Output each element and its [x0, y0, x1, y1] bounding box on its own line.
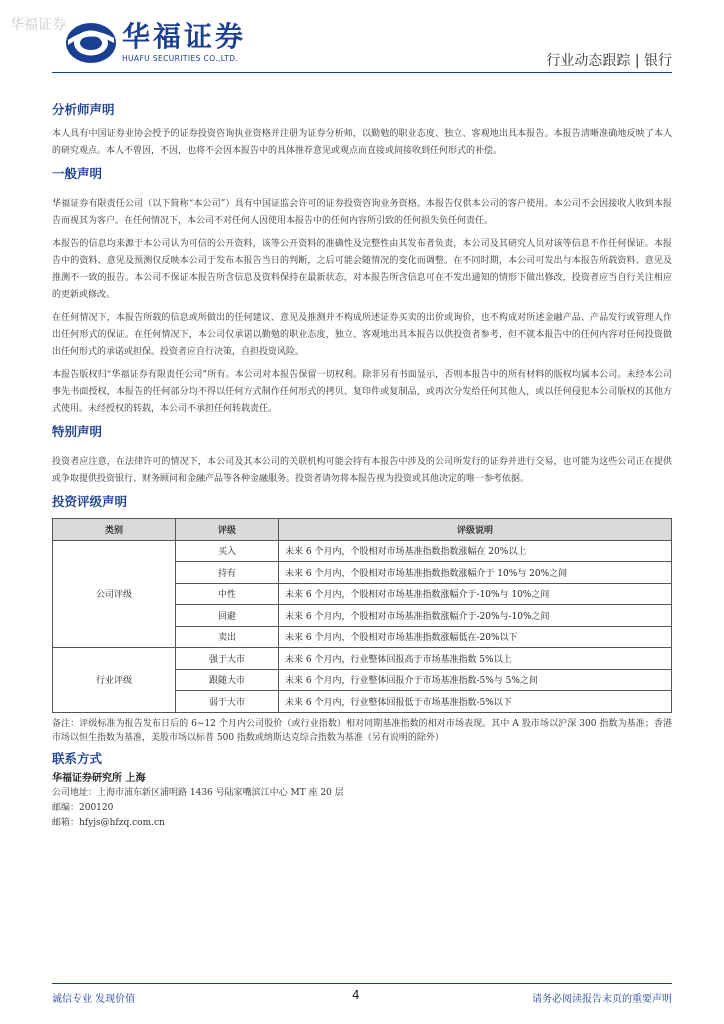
- rating-description: 未来 6 个月内，行业整体回报介于市场基准指数-5%与 5%之间: [279, 669, 672, 691]
- header-level: 评级: [176, 519, 279, 541]
- header-description: 评级说明: [279, 519, 672, 541]
- header-category: 类别: [53, 519, 176, 541]
- general-paragraph-1: 华福证券有限责任公司（以下简称“本公司”）具有中国证监会许可的证券投资咨询业务资格。本报告仅供本公司的客户使用。本公司不会因接收人收到本报告而视其为客户。在任何情况下，本公司不对任何人因使用本报告中的任何内容所引致的任何损失负任何责任。: [52, 199, 672, 226]
- rating-level: 买入: [176, 540, 279, 562]
- general-paragraph-4: 本报告版权归“华福证券有限责任公司”所有。本公司对本报告保留一切权利。除非另有书面显示，否则本报告中的所有材料的版权均属本公司。未经本公司事先书面授权，本报告的任何部分均不得以任何方式制作任何形式的拷贝、复印件或复制品，或再次分发给任何其他人，或以任何侵犯本公司版权的其他方式使用。未经授权的转载，本公司不承担任何转载责任。: [52, 370, 672, 414]
- rating-description: 未来 6 个月内，个股相对市场基准指数指数涨幅在 20%以上: [279, 540, 672, 562]
- footer-divider: [52, 983, 672, 984]
- rating-level: 卖出: [176, 626, 279, 648]
- rating-level: 回避: [176, 605, 279, 627]
- rating-description: 未来 6 个月内，行业整体回报高于市场基准指数 5%以上: [279, 648, 672, 670]
- special-title: 特别声明: [52, 424, 103, 439]
- general-title: 一般声明: [52, 166, 103, 181]
- company-logo: [64, 20, 264, 68]
- analyst-paragraph: 本人具有中国证券业协会授予的证券投资咨询执业资格并注册为证券分析师，以勤勉的职业态度、独立、客观地出具本报告。本报告清晰准确地反映了本人的研究观点。本人不曾因，不因，也将不会因本报告中的具体推荐意见或观点而直接或间接收到任何形式的补偿。: [52, 129, 672, 156]
- rating-level: 持有: [176, 562, 279, 584]
- footer-disclaimer: 请务必阅读报告末页的重要声明: [532, 994, 672, 1005]
- page-number: 4: [352, 988, 360, 1002]
- rating-level: 强于大市: [176, 648, 279, 670]
- rating-level: 弱于大市: [176, 691, 279, 713]
- contact-address: 公司地址：上海市浦东新区浦明路 1436 号陆家嘴滨江中心 MT 座 20 层: [52, 787, 344, 798]
- logo-name-en: HUAFU SECURITIES CO.,LTD.: [122, 54, 239, 63]
- rating-description: 未来 6 个月内，行业整体回报低于市场基准指数-5%以下: [279, 691, 672, 713]
- report-category: 行业动态跟踪 | 银行: [546, 53, 672, 69]
- general-paragraph-2: 本报告的信息均来源于本公司认为可信的公开资料，该等公开资料的准确性及完整性由其发布者负责，本公司及其研究人员对该等信息不作任何保证。本报告中的资料、意见及预测仅反映本公司于发布本报告当日的判断，之后可能会随情况的变化而调整。在不同时期，本公司可发出与本报告所载资料、意见及推测不一致的报告。本公司不保证本报告所含信息及资料保持在最新状态，对本报告所含信息可在不发出通知的情形下做出修改，投资者应当自行关注相应的更新或修改。: [52, 239, 672, 300]
- rating-description: 未来 6 个月内，个股相对市场基准指数涨幅低在-20%以下: [279, 626, 672, 648]
- watermark: 华福证券: [10, 17, 66, 33]
- analyst-title: 分析师声明: [52, 102, 115, 117]
- contact-name: 华福证券研究所 上海: [52, 772, 146, 784]
- logo-name-cn: 华福证券: [122, 20, 247, 53]
- special-paragraph: 投资者应注意，在法律许可的情况下，本公司及其本公司的关联机构可能会持有本报告中涉及的公司所发行的证券并进行交易，也可能为这些公司正在提供或争取提供投资银行、财务顾问和金融产品等各种金融服务。投资者请勿将本报告视为投资或其他决定的唯一参考依据。: [52, 457, 672, 484]
- rating-table: [52, 518, 672, 713]
- rating-description: 未来 6 个月内，个股相对市场基准指数涨幅介于-10%与 10%之间: [279, 583, 672, 605]
- rating-description: 未来 6 个月内，个股相对市场基准指数指数涨幅介于 10%与 20%之间: [279, 562, 672, 584]
- page-content: [52, 102, 672, 831]
- rating-remark: 备注：评级标准为报告发布日后的 6~12 个月内公司股价（或行业指数）相对同期基准指数的相对市场表现。其中 A 股市场以沪深 300 指数为基准；香港市场以恒生指数为基准，美股市场以标普 500 指数或纳斯达克综合指数为基准（另有说明的除外）: [52, 718, 672, 743]
- industry-rating-category: 行业评级: [53, 648, 176, 713]
- huafu-logo-icon: [64, 20, 118, 66]
- general-paragraph-3: 在任何情况下，本报告所载的信息或所做出的任何建议、意见及推测并不构成所述证券买卖的出价或询价，也不构成对所述金融产品、产品发行或管理人作出任何形式的保证。在任何情况下，本公司仅承诺以勤勉的职业态度，独立、客观地出具本报告以供投资者参考，但不就本报告中的任何内容对任何投资做出任何形式的承诺或担保。投资者应自行决策，自担投资风险。: [52, 313, 672, 357]
- rating-level: 中性: [176, 583, 279, 605]
- footer-slogan: 诚信专业 发现价值: [52, 994, 136, 1005]
- rating-description: 未来 6 个月内，个股相对市场基准指数涨幅介于-20%与-10%之间: [279, 605, 672, 627]
- contact-title: 联系方式: [52, 750, 103, 766]
- contact-section: [52, 751, 672, 831]
- rating-level: 跟随大市: [176, 669, 279, 691]
- table-row: [53, 648, 672, 670]
- contact-email: 邮箱：hfyjs@hfzq.com.cn: [52, 817, 165, 828]
- company-rating-category: 公司评级: [53, 540, 176, 648]
- table-header-row: [53, 519, 672, 541]
- contact-postcode: 邮编：200120: [52, 802, 114, 813]
- rating-title: 投资评级声明: [52, 494, 128, 509]
- header-divider: [52, 72, 672, 73]
- table-row: [53, 540, 672, 562]
